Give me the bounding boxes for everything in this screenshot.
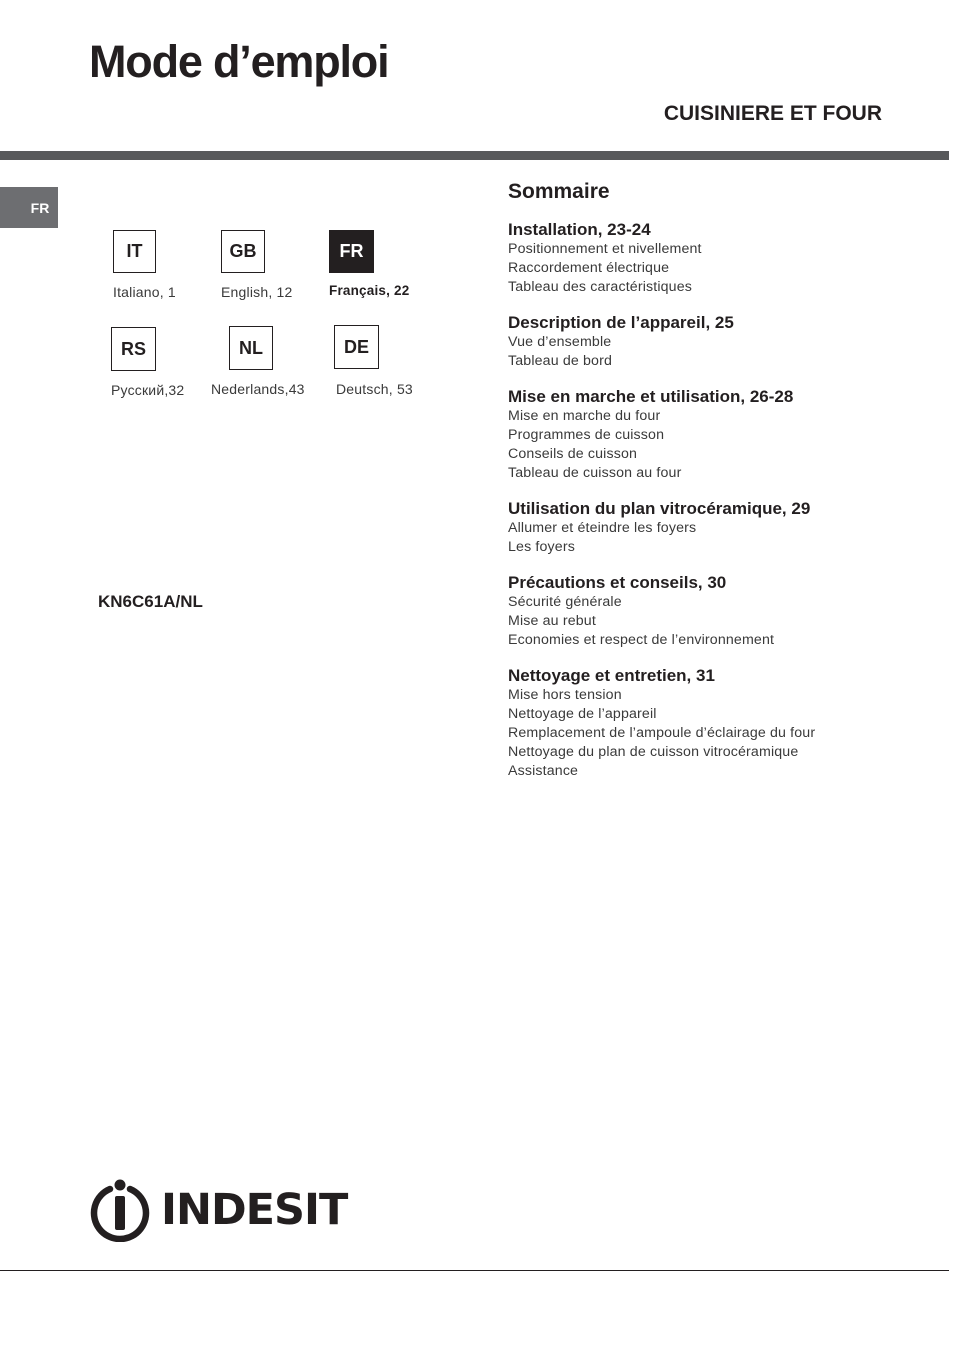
toc-item: Tableau des caractéristiques	[508, 279, 693, 295]
brand-wordmark: INDESIT	[161, 1185, 348, 1235]
brand-logo	[89, 1178, 347, 1242]
language-label-de: Deutsch, 53	[336, 381, 413, 397]
language-box-nl: NL	[229, 326, 273, 370]
toc-item: Economies et respect de l’environnement	[508, 632, 775, 648]
language-box-de: DE	[334, 325, 379, 369]
language-label-nl: Nederlands,43	[211, 381, 305, 397]
toc-item: Tableau de bord	[508, 353, 613, 369]
toc-section-title: Nettoyage et entretien, 31	[508, 666, 715, 685]
toc-item: Vue d’ensemble	[508, 334, 612, 350]
toc-item: Conseils de cuisson	[508, 446, 638, 462]
language-box-rs: RS	[111, 327, 156, 371]
toc-section-title: Précautions et conseils, 30	[508, 573, 727, 592]
indesit-i-logo-icon	[89, 1178, 151, 1242]
toc-section-description	[508, 312, 908, 371]
current-language-tab: FR	[0, 187, 58, 228]
model-number: KN6C61A/NL	[98, 592, 203, 611]
table-of-contents	[508, 180, 908, 796]
language-label-fr: Français, 22	[329, 283, 410, 298]
toc-item: Mise hors tension	[508, 687, 622, 703]
toc-section-title: Mise en marche et utilisation, 26-28	[508, 387, 794, 406]
footer-divider	[0, 1270, 949, 1271]
toc-item: Positionnement et nivellement	[508, 241, 702, 257]
page-title: Mode d’emploi	[89, 36, 389, 87]
toc-section-mise-en-marche	[508, 386, 908, 483]
toc-section-title: Utilisation du plan vitrocéramique, 29	[508, 499, 811, 518]
toc-section-vitroceramique	[508, 498, 908, 557]
toc-section-title: Description de l’appareil, 25	[508, 313, 734, 332]
toc-item: Les foyers	[508, 539, 575, 555]
toc-section-precautions	[508, 572, 908, 650]
toc-item: Nettoyage de l’appareil	[508, 706, 657, 722]
toc-item: Nettoyage du plan de cuisson vitrocéramique	[508, 744, 799, 760]
toc-item: Sécurité générale	[508, 594, 622, 610]
language-box-it: IT	[113, 230, 156, 273]
toc-item: Programmes de cuisson	[508, 427, 665, 443]
toc-item: Raccordement électrique	[508, 260, 670, 276]
toc-section-installation	[508, 219, 908, 297]
toc-item: Remplacement de l’ampoule d’éclairage du four	[508, 725, 816, 741]
toc-item: Mise en marche du four	[508, 408, 661, 424]
toc-item: Assistance	[508, 763, 579, 779]
toc-item: Tableau de cuisson au four	[508, 465, 682, 481]
toc-item: Mise au rebut	[508, 613, 596, 629]
toc-section-nettoyage	[508, 665, 908, 781]
toc-item: Allumer et éteindre les foyers	[508, 520, 697, 536]
toc-section-title: Installation, 23-24	[508, 220, 651, 239]
toc-heading: Sommaire	[508, 180, 610, 203]
header-divider	[0, 151, 949, 160]
language-label-gb: English, 12	[221, 284, 293, 300]
language-box-fr: FR	[329, 230, 374, 273]
product-type: CUISINIERE ET FOUR	[663, 102, 882, 125]
language-label-it: Italiano, 1	[113, 284, 176, 300]
language-label-rs: Русский,32	[111, 382, 185, 398]
language-box-gb: GB	[221, 230, 265, 273]
